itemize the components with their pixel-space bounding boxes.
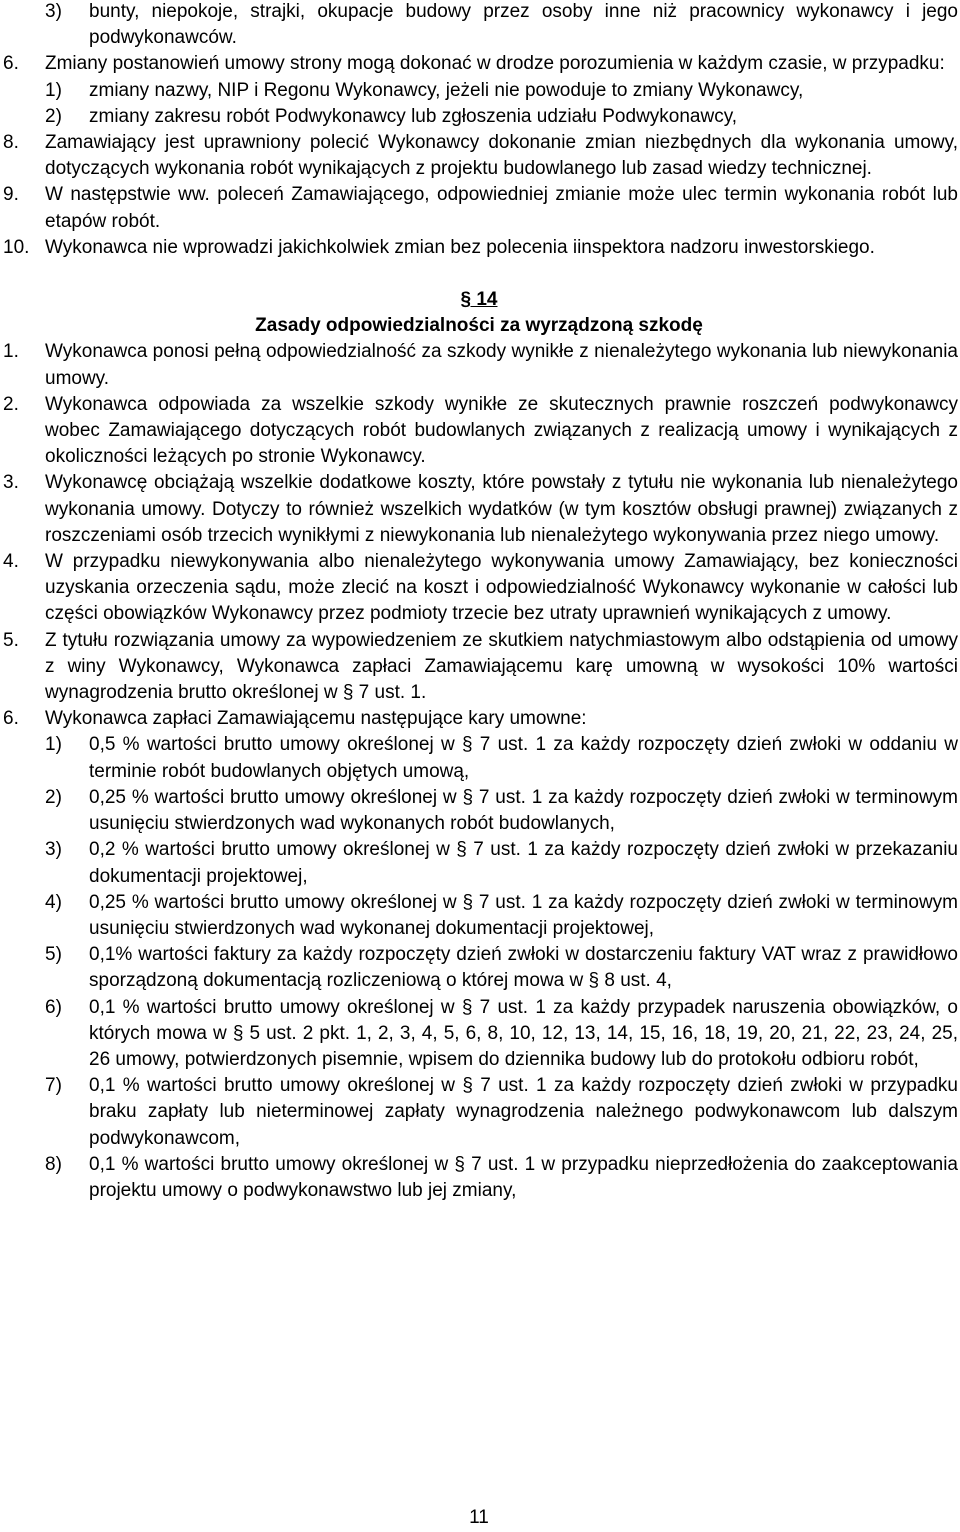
penalty-item: 1) 0,5 % wartości brutto umowy określonej w § 7 ust. 1 za każdy rozpoczęty dzień zwłoki w oddaniu w terminie robót budowlanych objętych umową, xyxy=(45,734,958,782)
list-item: 3) bunty, niepokoje, strajki, okupacje budowy przez osoby inne niż pracownicy wykonawcy i jego podwykonawców. xyxy=(45,1,958,49)
list-item: 8. Zamawiający jest uprawniony polecić Wykonawcy dokonanie zmian niezbędnych dla wykonania umowy, dotyczących wykonania robót wynikających z projektu budowlanego lub zasad wiedzy technicznej. xyxy=(3,132,958,180)
penalty-item: 2) 0,25 % wartości brutto umowy określonej w § 7 ust. 1 za każdy rozpoczęty dzień zwłoki w terminowym usunięciu stwierdzonych wad wykonanych robót budowlanych, xyxy=(45,786,958,835)
penalty-list xyxy=(0,732,958,1204)
section-heading xyxy=(0,287,958,339)
list-item: 6. Zmiany postanowień umowy strony mogą dokonać w drodze porozumienia w każdym czasie, w przypadku: xyxy=(3,53,945,75)
section-title: Zasady odpowiedzialności za wyrządzoną szkodę xyxy=(255,315,703,337)
list-item: 5. Z tytułu rozwiązania umowy za wypowiedzeniem ze skutkiem natychmiastowym albo odstąpienia od umowy z winy Wykonawcy, Wykonawca zapłaci Zamawiającemu karę umowną w wysokości 10% wartości wynagrodzenia brutto określonej w § 7 ust. 1. xyxy=(3,629,958,704)
list-item: 3. Wykonawcę obciążają wszelkie dodatkowe koszty, które powstały z tytułu nie wykonania lub nienależytego wykonania umowy. Dotyczy to również wszelkich wydatków (w tym kosztów obsługi prawnej) związanych z roszczeniami osób trzecich wynikłymi z niewykonania lub nienależytego wykonywania przez niego umowy. xyxy=(3,472,958,546)
penalty-item: 3) 0,2 % wartości brutto umowy określonej w § 7 ust. 1 za każdy rozpoczęty dzień zwłoki w przekazaniu dokumentacji projektowej, xyxy=(45,839,958,887)
penalty-item: 7) 0,1 % wartości brutto umowy określonej w § 7 ust. 1 za każdy rozpoczęty dzień zwłoki w przypadku braku zapłaty lub nieterminowej zapłaty wynagrodzenia należnego podwykonawcom lub dalszym podwykonawcom, xyxy=(45,1075,958,1149)
list-item: 10. Wykonawca nie wprowadzi jakichkolwiek zmian bez polecenia iinspektora nadzoru inwestorskiego. xyxy=(3,236,875,258)
page-number: 11 xyxy=(469,1507,489,1528)
list-item: 1. Wykonawca ponosi pełną odpowiedzialność za szkody wynikłe z nienależytego wykonania lub niewykonania umowy. xyxy=(3,341,958,389)
list-item: 6. Wykonawca zapłaci Zamawiającemu następujące kary umowne: xyxy=(3,708,587,730)
penalty-item: 6) 0,1 % wartości brutto umowy określonej w § 7 ust. 1 za każdy przypadek naruszenia obowiązków, o których mowa w § 5 ust. 2 pkt. 1, 2, 3, 4, 5, 6, 8, 10, 12, 13, 14, 15, 16, 18, 19, 20, 21, 22, 23, 24, 25, 26 umowy, potwierdzonych pisemnie, wpisem do dziennika budowy lub do protokołu odbioru robót, xyxy=(45,996,958,1070)
list-item: 2. Wykonawca odpowiada za wszelkie szkody wynikłe ze skutecznych prawnie roszczeń podwykonawcy wobec Zamawiającego dotyczących robót budowlanych związanych z realizacją umowy i wynikających z okoliczności leżących po stronie Wykonawcy. xyxy=(3,393,958,468)
liability-points xyxy=(0,339,958,732)
penalty-item: 5) 0,1% wartości faktury za każdy rozpoczęty dzień zwłoki w dostarczeniu faktury VAT wraz z prawidłowo sporządzoną dokumentacją rozliczeniową o której mowa w § 8 ust. 4, xyxy=(45,944,958,992)
penalty-item: 8) 0,1 % wartości brutto umowy określonej w § 7 ust. 1 w przypadku nieprzedłożenia do zaakceptowania projektu umowy o podwykonawstwo lub jej zmiany, xyxy=(45,1153,958,1201)
list-item: 1) zmiany nazwy, NIP i Regonu Wykonawcy, jeżeli nie powoduje to zmiany Wykonawcy, xyxy=(45,79,804,101)
list-item: 4. W przypadku niewykonywania albo nienależytego wykonywania umowy Zamawiający, bez konieczności uzyskania orzeczenia sądu, może zlecić na koszt i odpowiedzialność Wykonawcy wykonanie w całości lub części obowiązków Wykonawcy przez podmioty trzecie bez utraty uprawnień wynikających z umowy. xyxy=(3,551,958,625)
top-block xyxy=(0,0,958,261)
list-item: 2) zmiany zakresu robót Podwykonawcy lub zgłoszenia udziału Podwykonawcy, xyxy=(45,105,738,127)
list-item: 9. W następstwie ww. poleceń Zamawiającego, odpowiedniej zmianie może ulec termin wykonania robót lub etapów robót. xyxy=(3,184,958,232)
spacer xyxy=(0,261,958,287)
penalty-item: 4) 0,25 % wartości brutto umowy określonej w § 7 ust. 1 za każdy rozpoczęty dzień zwłoki w terminowym usunięciu stwierdzonych wad wykonanej dokumentacji projektowej, xyxy=(45,891,958,939)
section-number: § 14 xyxy=(460,289,498,311)
